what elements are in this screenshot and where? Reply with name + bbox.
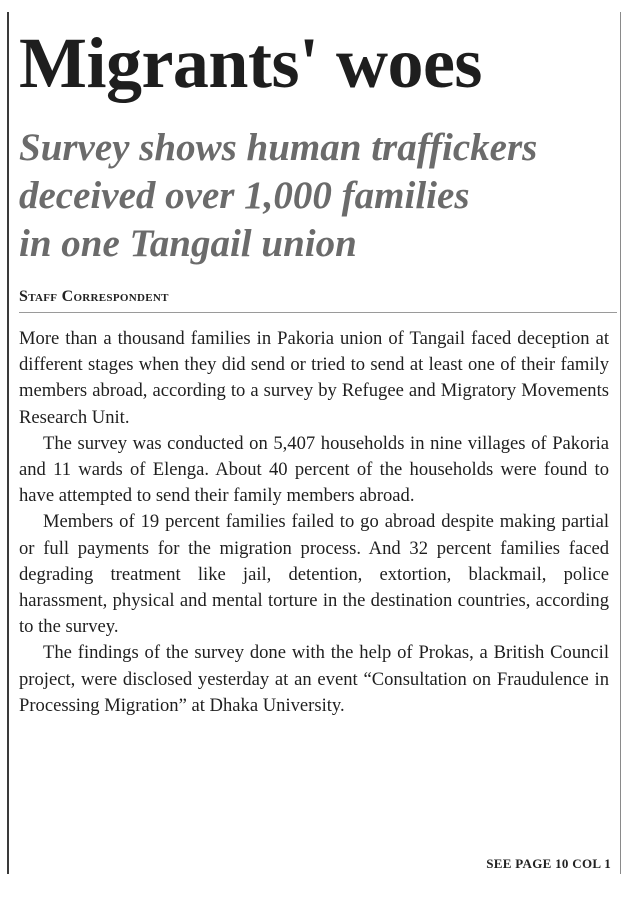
byline: Staff Correspondent xyxy=(19,288,169,305)
body-paragraph: Members of 19 percent families failed to go abroad despite making partial or full payments for the migration process. And 32 percent families faced degrading treatment like jail, detention, extortion, blackmail, police harassment, physical and mental torture in the destination countries, according to the survey. xyxy=(19,511,609,638)
deck-subheadline xyxy=(19,124,614,268)
deck-line: deceived over 1,000 families xyxy=(19,174,470,217)
deck-line: Survey shows human traffickers xyxy=(19,126,538,169)
deck-line: in one Tangail union xyxy=(19,222,357,265)
column-rule-right xyxy=(620,12,621,874)
column-rule-left xyxy=(7,12,9,874)
body-paragraph: The findings of the survey done with the help of Prokas, a British Council project, were disclosed yesterday at an event “Consultation on Fraudulence in Processing Migration” at Dhaka University. xyxy=(19,642,609,716)
article-body xyxy=(19,326,609,719)
body-paragraph: More than a thousand families in Pakoria union of Tangail faced deception at different stages when they did send or tried to send at least one of their family members abroad, according to a survey by Refugee and Migratory Movements Research Unit. xyxy=(19,328,609,428)
body-paragraph: The survey was conducted on 5,407 households in nine villages of Pakoria and 11 wards of Elenga. About 40 percent of the households were found to have attempted to send their family members abroad. xyxy=(19,432,609,507)
headline: Migrants' woes xyxy=(19,23,482,103)
continuation-jump-line: SEE PAGE 10 COL 1 xyxy=(486,856,611,871)
byline-divider xyxy=(19,312,617,313)
